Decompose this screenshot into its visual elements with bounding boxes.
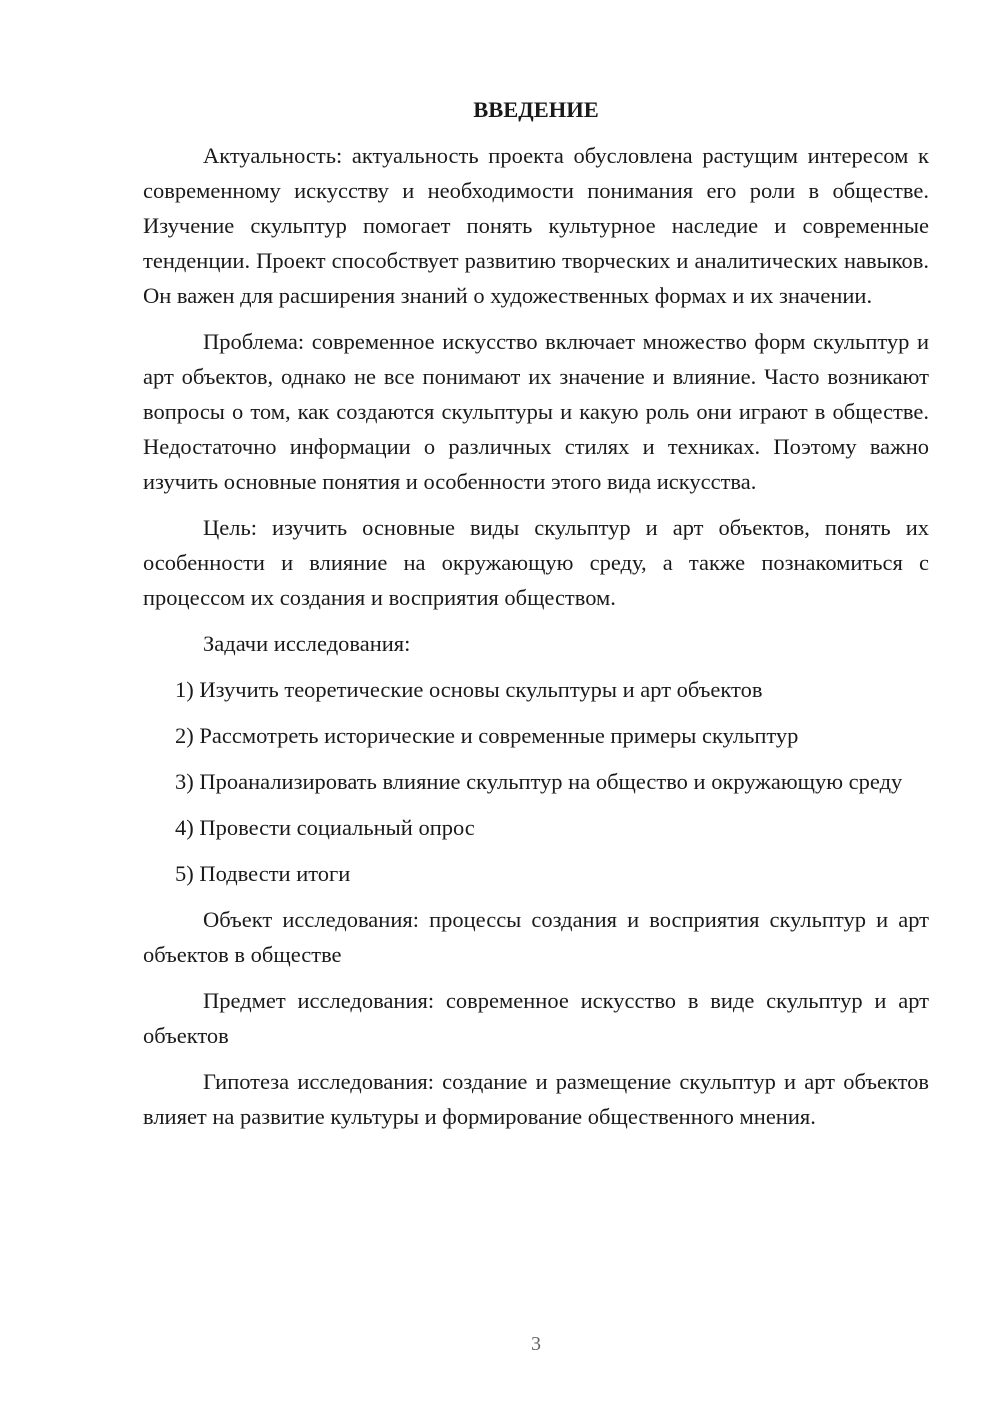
document-body [143,92,929,1145]
task-item-4: 4) Провести социальный опрос [175,815,475,840]
task-item-2: 2) Рассмотреть исторические и современные примеры скульптур [175,723,799,748]
relevance-paragraph: Актуальность: актуальность проекта обусловлена растущим интересом к современному искусству и необходимости понимания его роли в обществе. Изучение скульптур помогает понять культурное наследие и современные тенденции. Проект способствует развитию творческих и аналитических навыков. Он важен для расширения знаний о художественных формах и их значении. [143,143,929,308]
task-item-5: 5) Подвести итоги [175,861,351,886]
object-paragraph: Объект исследования: процессы создания и восприятия скульптур и арт объектов в обществе [143,907,929,967]
subject-paragraph: Предмет исследования: современное искусство в виде скульптур и арт объектов [143,988,929,1048]
section-heading: ВВЕДЕНИЕ [473,97,599,122]
task-item-1: 1) Изучить теоретические основы скульптуры и арт объектов [175,677,763,702]
goal-paragraph: Цель: изучить основные виды скульптур и арт объектов, понять их особенности и влияние на окружающую среду, а также познакомиться с процессом их создания и восприятия обществом. [143,515,929,610]
task-item-3: 3) Проанализировать влияние скульптур на общество и окружающую среду [175,769,903,794]
page-number: 3 [531,1333,541,1355]
tasks-label: Задачи исследования: [203,631,411,656]
hypothesis-paragraph: Гипотеза исследования: создание и размещение скульптур и арт объектов влияет на развитие культуры и формирование общественного мнения. [143,1069,929,1129]
problem-paragraph: Проблема: современное искусство включает множество форм скульптур и арт объектов, однако не все понимают их значение и влияние. Часто возникают вопросы о том, как создаются скульптуры и какую роль они играют в обществе. Недостаточно информации о различных стилях и техниках. Поэтому важно изучить основные понятия и особенности этого вида искусства. [143,329,929,494]
